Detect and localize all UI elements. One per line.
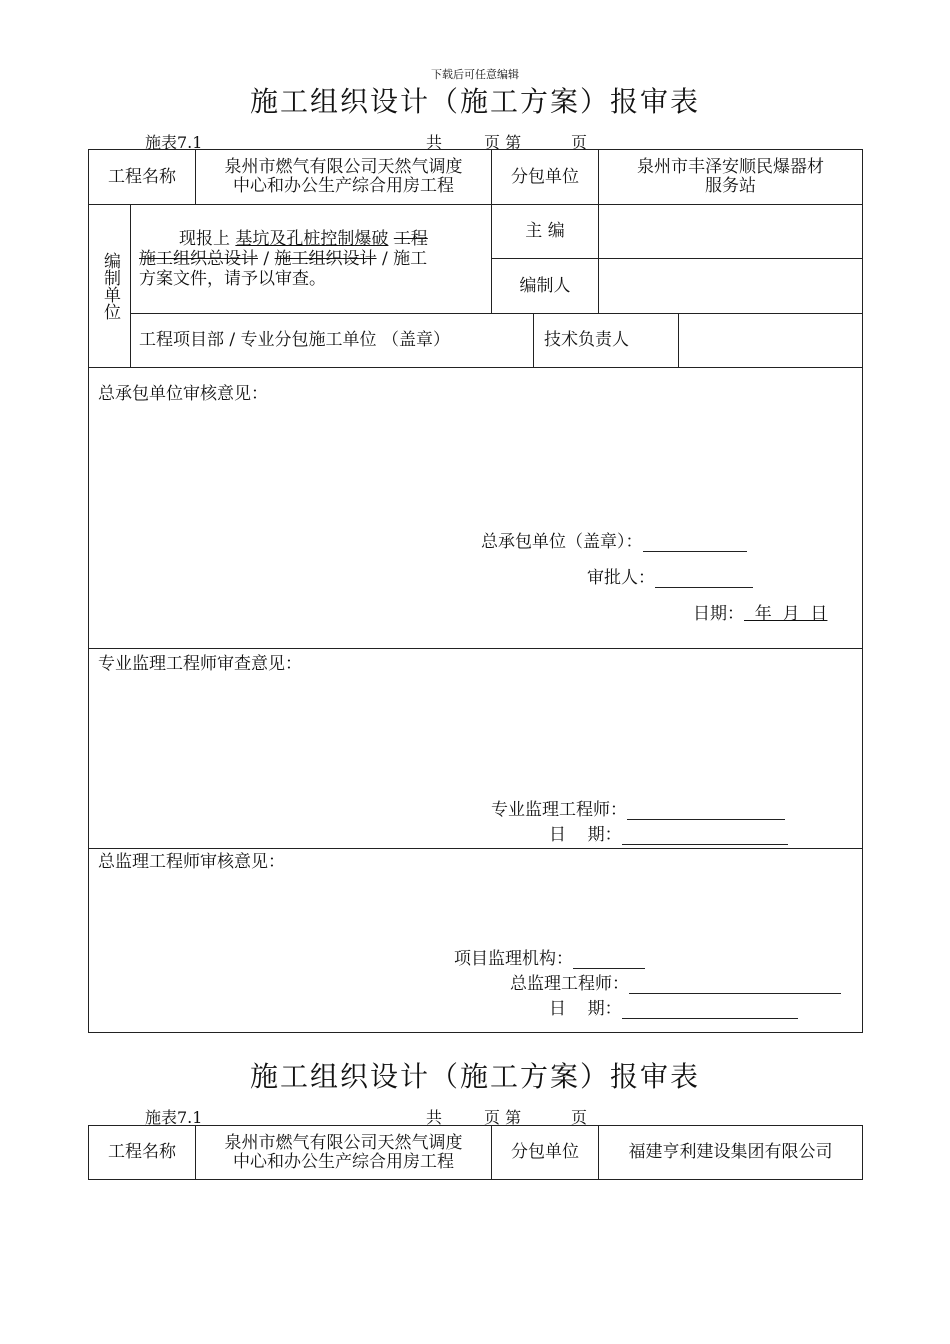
compile-unit-label: 编制单位: [100, 252, 120, 320]
spec-date-label: 日 期：: [549, 825, 622, 845]
report-line-2: 施工组织总设计 / 施工组织设计 / 施工: [139, 249, 428, 269]
report-statement: [130, 204, 491, 313]
chief-engineer-row: [510, 975, 841, 994]
report-subject: 基坑及孔桩控制爆破: [235, 229, 389, 249]
supervision-org-line[interactable]: [573, 951, 645, 969]
page-end-label: 页: [571, 133, 588, 152]
form2-project-name-value: [195, 1126, 491, 1179]
form2-page-end-label: 页: [571, 1108, 588, 1127]
chief-editor-label: 主 编: [491, 204, 598, 258]
subcontractor-line1: 泉州市丰泽安顺民爆器材: [637, 157, 824, 177]
page-number-label: 页 第: [484, 133, 522, 152]
form2-table-number: 施表7.1: [145, 1108, 203, 1127]
chief-date-label: 日 期：: [549, 999, 622, 1019]
chief-review-title: 总监理工程师审核意见：: [98, 852, 285, 872]
gc-seal-line[interactable]: [643, 534, 747, 552]
form2-page-total-label: 共: [426, 1108, 443, 1127]
spec-review-section: [89, 648, 862, 848]
approver-label: 审批人：: [587, 568, 655, 588]
subcontractor-label: 分包单位: [491, 150, 598, 204]
form2-project-name-line2: 中心和办公生产综合用房工程: [233, 1151, 454, 1172]
chief-editor-value[interactable]: [598, 204, 862, 258]
subcontractor-value: [598, 150, 862, 204]
chief-engineer-line[interactable]: [629, 976, 841, 994]
editor-value[interactable]: [598, 258, 862, 313]
project-name-value: [195, 150, 491, 204]
chief-date-row: [549, 1000, 798, 1019]
review-form-1: [88, 149, 863, 1033]
project-name-line1: 泉州市燃气有限公司天然气调度: [224, 157, 463, 177]
chief-review-section: [89, 848, 862, 1032]
form2-page-number-label: 页 第: [484, 1108, 522, 1127]
chief-engineer-label: 总监理工程师：: [510, 974, 629, 994]
approver-line[interactable]: [655, 570, 753, 588]
project-dept-seal-label: 工程项目部 / 专业分包施工单位 （盖章）: [130, 313, 533, 367]
form2-subcontractor-label: 分包单位: [491, 1126, 598, 1179]
spec-review-title: 专业监理工程师审查意见：: [98, 654, 302, 674]
approver-row: [587, 569, 753, 588]
editor-label: 编制人: [491, 258, 598, 313]
review-form-2: [88, 1125, 863, 1180]
spec-date-row: [549, 826, 788, 845]
table-number: 施表7.1: [145, 133, 203, 152]
supervision-org-label: 项目监理机构：: [454, 949, 573, 969]
form2-project-name-line1: 泉州市燃气有限公司天然气调度: [224, 1132, 463, 1153]
report-line-1: 现报上 基坑及孔桩控制爆破 工程: [179, 229, 428, 249]
spec-engineer-line[interactable]: [627, 802, 785, 820]
tech-lead-label: 技术负责人: [533, 313, 678, 367]
gc-date-label: 日期：: [693, 604, 744, 624]
gc-review-section: [89, 367, 862, 648]
spec-date-line[interactable]: [622, 827, 788, 845]
page-total-label: 共: [426, 133, 443, 152]
form2-subcontractor-value: 福建亨利建设集团有限公司: [598, 1126, 862, 1179]
tech-lead-value[interactable]: [678, 313, 862, 367]
compile-unit-label-cell: [89, 204, 130, 367]
spec-engineer-label: 专业监理工程师：: [491, 800, 627, 820]
gc-seal-row: [481, 533, 747, 552]
project-name-label: 工程名称: [108, 166, 176, 187]
form-title: 施工组织设计（施工方案）报审表: [249, 85, 700, 118]
report-line-3: 方案文件，请予以审查。: [139, 269, 326, 289]
spec-engineer-row: [491, 801, 785, 820]
form2-project-name-label: 工程名称: [108, 1142, 176, 1162]
subcontractor-line2: 服务站: [705, 176, 756, 196]
form2-title: 施工组织设计（施工方案）报审表: [249, 1060, 700, 1093]
gc-seal-label: 总承包单位（盖章）：: [481, 532, 643, 552]
chief-date-line[interactable]: [622, 1001, 798, 1019]
watermark-text: 下载后可任意编辑: [431, 68, 519, 81]
report-project-word: 工程: [393, 229, 428, 249]
gc-review-title: 总承包单位审核意见：: [98, 384, 268, 404]
supervision-org-row: [454, 950, 645, 969]
gc-date-row: [693, 605, 827, 624]
gc-date-value: 年 月 日: [744, 604, 828, 624]
project-name-line2: 中心和办公生产综合用房工程: [233, 176, 454, 196]
